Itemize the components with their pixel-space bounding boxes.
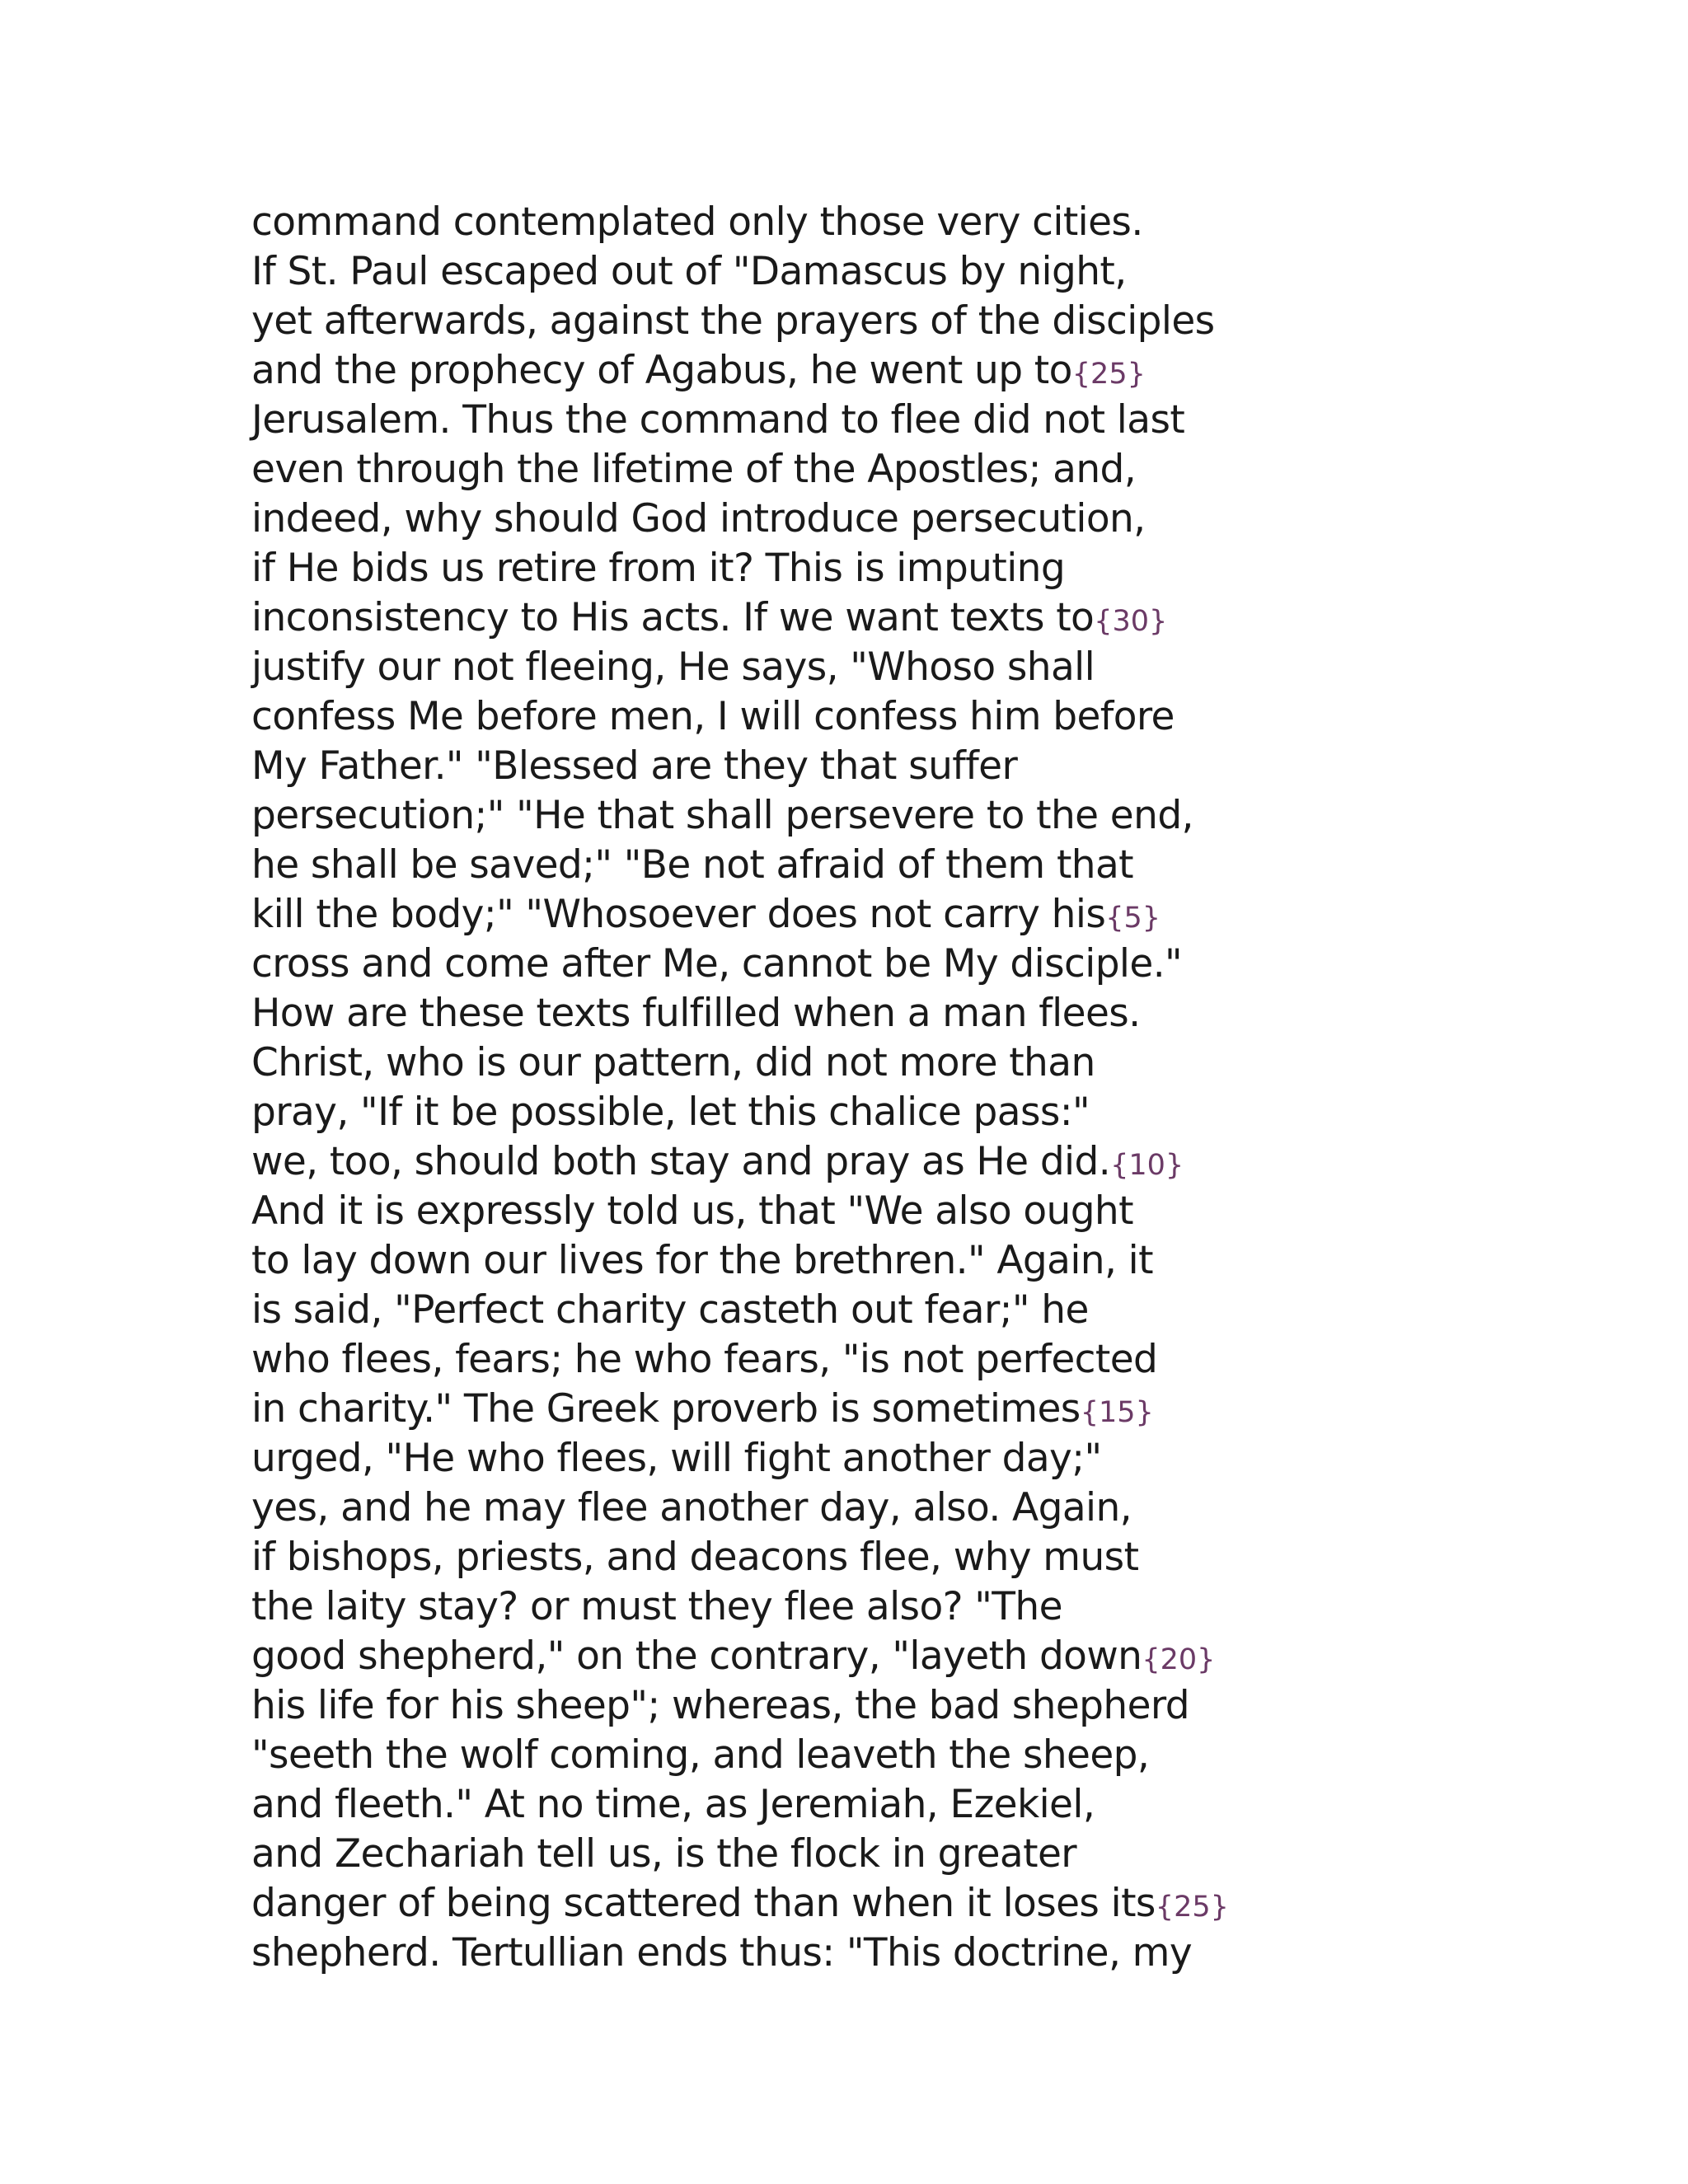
text-line [251, 1137, 1488, 1187]
text-line [251, 1385, 1488, 1434]
line-text: yet afterwards, against the prayers of the disciples [251, 298, 1215, 344]
text-line [251, 1879, 1488, 1929]
text-line [251, 544, 1488, 593]
line-text: confess Me before men, I will confess him before [251, 694, 1175, 739]
line-text: he shall be saved;" "Be not afraid of them that [251, 842, 1133, 888]
line-text: If St. Paul escaped out of "Damascus by night, [251, 249, 1127, 294]
line-text: is said, "Perfect charity casteth out fear;" he [251, 1287, 1089, 1333]
line-number-marker: {25} [1155, 1891, 1229, 1924]
line-text: if bishops, priests, and deacons flee, why must [251, 1535, 1139, 1580]
line-text: Jerusalem. Thus the command to flee did not last [251, 397, 1185, 443]
text-line [251, 1582, 1488, 1632]
text-line [251, 1632, 1488, 1681]
line-text: inconsistency to His acts. If we want texts to [251, 595, 1095, 640]
text-line [251, 742, 1488, 791]
text-line [251, 1681, 1488, 1731]
text-line [251, 1434, 1488, 1483]
line-number-marker: {20} [1142, 1643, 1216, 1676]
text-line [251, 940, 1488, 989]
line-number-marker: {5} [1105, 902, 1161, 935]
text-line [251, 593, 1488, 643]
text-line [251, 1335, 1488, 1385]
line-text: who flees, fears; he who fears, "is not perfected [251, 1337, 1158, 1382]
text-line [251, 643, 1488, 692]
line-text: Christ, who is our pattern, did not more than [251, 1040, 1095, 1085]
line-text: shepherd. Tertullian ends thus: "This doctrine, my [251, 1930, 1193, 1975]
line-text: we, too, should both stay and pray as He did. [251, 1139, 1111, 1184]
text-line [251, 1830, 1488, 1879]
line-text: to lay down our lives for the brethren." Again, it [251, 1238, 1153, 1283]
text-line [251, 1187, 1488, 1236]
text-line [251, 1483, 1488, 1533]
line-number-marker: {15} [1080, 1396, 1154, 1429]
line-text: danger of being scattered than when it loses its [251, 1881, 1156, 1926]
line-text: if He bids us retire from it? This is imputing [251, 546, 1066, 591]
text-line [251, 445, 1488, 494]
text-line [251, 890, 1488, 940]
text-line [251, 841, 1488, 890]
text-line [251, 1038, 1488, 1088]
line-number-marker: {25} [1071, 358, 1146, 391]
line-text: and fleeth." At no time, as Jeremiah, Ezekiel, [251, 1782, 1095, 1827]
line-text: urged, "He who flees, will fight another day;" [251, 1436, 1102, 1481]
line-text: cross and come after Me, cannot be My disciple." [251, 941, 1183, 987]
text-line [251, 1731, 1488, 1780]
text-line [251, 989, 1488, 1038]
line-text: justify our not fleeing, He says, "Whoso shall [251, 644, 1095, 690]
line-text: and the prophecy of Agabus, he went up to [251, 348, 1072, 393]
text-line [251, 297, 1488, 346]
line-text: in charity." The Greek proverb is sometimes [251, 1386, 1081, 1432]
line-text: And it is expressly told us, that "We also ought [251, 1188, 1133, 1234]
line-text: kill the body;" "Whosoever does not carry his [251, 892, 1106, 937]
text-line [251, 346, 1488, 396]
line-text: the laity stay? or must they flee also? "The [251, 1584, 1062, 1629]
line-text: indeed, why should God introduce persecution, [251, 496, 1146, 541]
line-text: My Father." "Blessed are they that suffer [251, 743, 1018, 789]
text-line [251, 692, 1488, 742]
line-text: even through the lifetime of the Apostles; and, [251, 447, 1137, 492]
line-text: his life for his sheep"; whereas, the bad shepherd [251, 1683, 1190, 1728]
text-line [251, 247, 1488, 297]
line-text: command contemplated only those very cities. [251, 199, 1143, 245]
line-number-marker: {30} [1094, 605, 1168, 638]
text-line [251, 1088, 1488, 1137]
text-line [251, 791, 1488, 841]
text-line [251, 1286, 1488, 1335]
line-text: "seeth the wolf coming, and leaveth the sheep, [251, 1732, 1150, 1778]
text-line [251, 494, 1488, 544]
text-line [251, 198, 1488, 247]
text-line [251, 1533, 1488, 1582]
line-text: and Zechariah tell us, is the flock in greater [251, 1831, 1076, 1877]
text-line [251, 1780, 1488, 1830]
body-text [251, 198, 1488, 1978]
line-text: yes, and he may flee another day, also. Again, [251, 1485, 1132, 1530]
line-number-marker: {10} [1110, 1149, 1184, 1182]
line-text: persecution;" "He that shall persevere to the end, [251, 793, 1193, 838]
text-line [251, 396, 1488, 445]
text-line [251, 1236, 1488, 1286]
line-text: How are these texts fulfilled when a man flees. [251, 991, 1141, 1036]
text-line [251, 1929, 1488, 1978]
line-text: good shepherd," on the contrary, "layeth down [251, 1633, 1142, 1679]
line-text: pray, "If it be possible, let this chalice pass:" [251, 1090, 1090, 1135]
